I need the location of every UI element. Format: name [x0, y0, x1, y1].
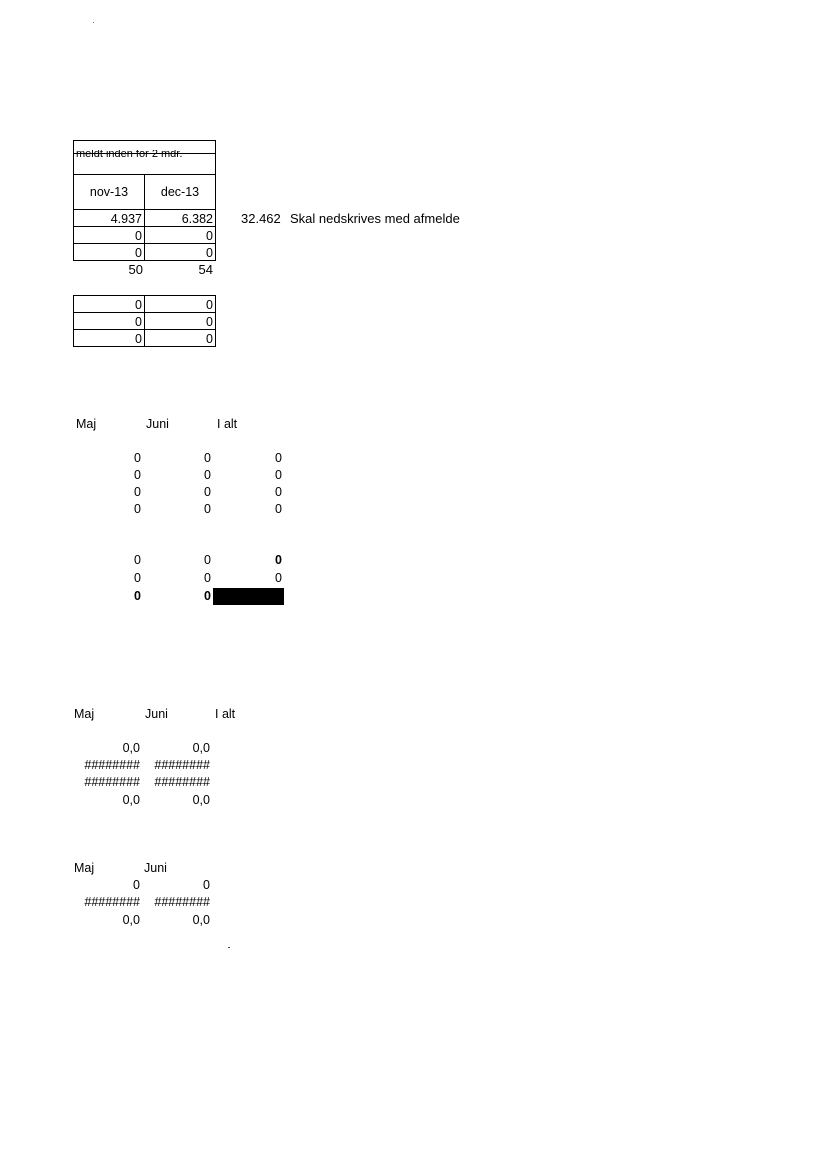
table-cell: 0 — [73, 312, 145, 330]
total-dec: 54 — [198, 262, 213, 277]
table-cell: 4.937 — [73, 209, 145, 227]
value-cell: 0,0 — [122, 741, 140, 755]
value-cell: ######## — [154, 758, 210, 772]
header-i-alt: I alt — [217, 417, 238, 431]
table-cell: 0 — [73, 295, 145, 313]
table-header-box — [73, 140, 216, 175]
header-maj: Maj — [76, 417, 97, 431]
table-cell: 6.382 — [144, 209, 216, 227]
value-cell: ######## — [154, 775, 210, 789]
header-maj: Maj — [74, 707, 95, 721]
value-cell: 0 — [133, 878, 140, 892]
table-cell: 0 — [73, 226, 145, 244]
scan-speck — [93, 22, 94, 23]
value-cell: 0 — [134, 571, 141, 585]
table-cell: 0 — [144, 243, 216, 261]
value-cell: 0 — [204, 485, 211, 499]
value-cell: 0 — [275, 571, 282, 585]
value-cell: 0 — [204, 553, 211, 567]
value-cell: ######## — [84, 775, 140, 789]
value-cell: 0,0 — [192, 741, 210, 755]
col-header-nov: nov-13 — [73, 174, 145, 210]
value-cell: 0,0 — [122, 793, 140, 807]
value-cell: 0 — [204, 451, 211, 465]
value-cell: 0 — [275, 485, 282, 499]
header-juni: Juni — [146, 417, 169, 431]
header-juni: Juni — [145, 707, 168, 721]
value-cell: 0,0 — [192, 793, 210, 807]
table-cell: 0 — [144, 312, 216, 330]
table-cell: 0 — [73, 243, 145, 261]
table-cell: 0 — [144, 226, 216, 244]
value-cell: 0 — [275, 553, 282, 567]
redaction-block — [213, 588, 284, 605]
value-cell: 0 — [204, 468, 211, 482]
value-cell: 0 — [275, 451, 282, 465]
col-header-dec: dec-13 — [144, 174, 216, 210]
side-note: Skal nedskrives med afmelde — [290, 211, 460, 226]
header-maj: Maj — [74, 861, 95, 875]
total-nov: 50 — [128, 262, 143, 277]
table-cell: 0 — [73, 329, 145, 347]
value-cell: 0 — [134, 553, 141, 567]
header-juni: Juni — [144, 861, 167, 875]
total-cell: 0 — [204, 589, 211, 603]
cut-header-text: meldt inden for 2 mdr. — [76, 150, 183, 159]
value-cell: ######## — [84, 895, 140, 909]
value-cell: 0 — [204, 502, 211, 516]
value-cell: 0 — [134, 485, 141, 499]
value-cell: ######## — [84, 758, 140, 772]
value-cell: 0 — [134, 502, 141, 516]
table-cell: 0 — [144, 295, 216, 313]
header-i-alt: I alt — [215, 707, 236, 721]
table-cell: 0 — [144, 329, 216, 347]
scan-speck — [228, 947, 230, 948]
value-cell: 0,0 — [122, 913, 140, 927]
value-cell: ######## — [154, 895, 210, 909]
value-cell: 0 — [203, 878, 210, 892]
total-cell: 0 — [134, 589, 141, 603]
value-cell: 0 — [204, 571, 211, 585]
value-cell: 0 — [275, 468, 282, 482]
value-cell: 0 — [134, 451, 141, 465]
value-cell: 0 — [134, 468, 141, 482]
side-value: 32.462 — [241, 211, 281, 226]
value-cell: 0 — [275, 502, 282, 516]
value-cell: 0,0 — [192, 913, 210, 927]
